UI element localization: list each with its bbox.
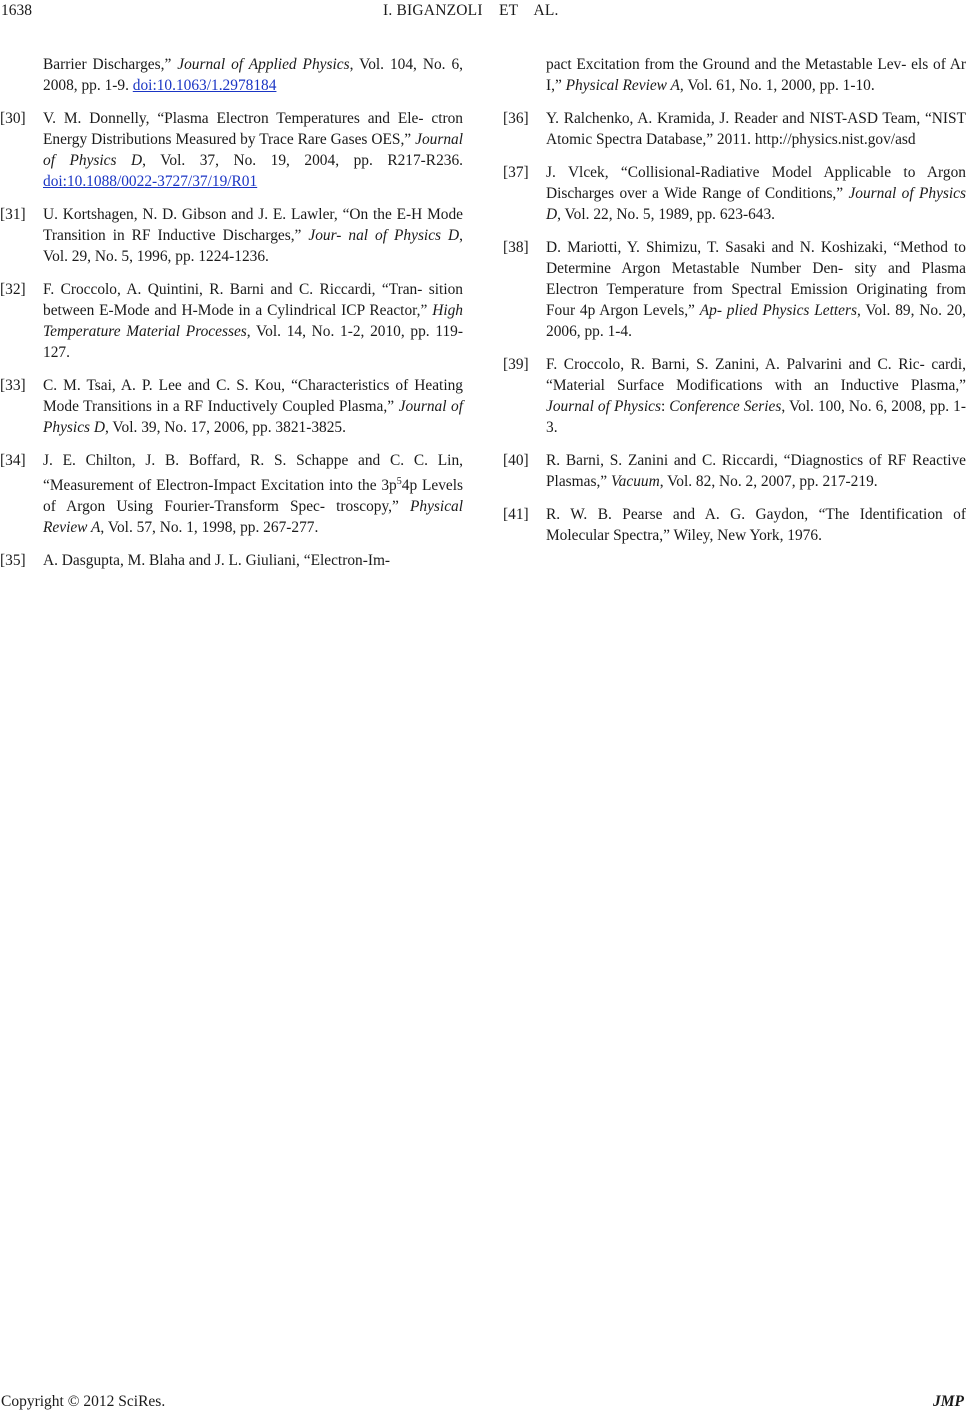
reference-entry — [0, 204, 463, 267]
reference-text: , Vol. 22, No. 5, 1989, pp. 623-643. — [557, 206, 776, 223]
reference-entry — [503, 162, 966, 225]
reference-text: A. Dasgupta, M. Blaha and J. L. Giuliani, “Electron-Im- — [43, 552, 391, 570]
journal-title: Ap- plied Physics Letters — [699, 302, 857, 319]
journal-title: Physical Review A — [43, 498, 463, 537]
reference-text: J. Vlcek, “Collisional-Radiative Model Applicable to Argon Discharges over a Wide Range of Conditions,” — [546, 164, 966, 202]
reference-number: [31] — [0, 206, 26, 223]
journal-title: Jour- nal of Physics D — [308, 227, 460, 244]
reference-entry — [503, 237, 966, 342]
reference-text: Y. Ralchenko, A. Kramida, J. Reader and NIST-ASD Team, “NIST Atomic Spectra Database,” 2011. http://physics.nist.gov/asd — [546, 110, 966, 148]
journal-title: Conference Series — [669, 398, 782, 415]
reference-entry — [503, 450, 966, 492]
reference-text: , Vol. 57, No. 1, 1998, pp. 267-277. — [100, 519, 319, 537]
reference-text: , Vol. 29, No. 5, 1996, pp. 1224-1236. — [43, 227, 463, 265]
reference-entry — [503, 108, 966, 150]
reference-text: , Vol. 82, No. 2, 2007, pp. 217-219. — [659, 473, 878, 490]
reference-number: [38] — [503, 239, 529, 256]
copyright-notice: Copyright © 2012 SciRes. — [1, 1393, 166, 1410]
page-header — [0, 0, 968, 26]
journal-title: High Temperature Material Processes — [43, 302, 463, 340]
doi-link[interactable]: doi:10.1063/1.2978184 — [132, 77, 277, 94]
reference-text: 4p Levels of Argon Using Fourier-Transform Spec- troscopy,” — [43, 477, 464, 516]
reference-text: , Vol. 104, No. 6, 2008, pp. 1-9. — [43, 56, 464, 94]
reference-entry — [0, 450, 463, 538]
reference-entry — [0, 375, 463, 438]
reference-text: , Vol. 39, No. 17, 2006, pp. 3821-3825. — [104, 419, 346, 436]
reference-number: [40] — [503, 452, 529, 469]
journal-title: Journal of Physics — [546, 398, 661, 415]
reference-text: D. Mariotti, Y. Shimizu, T. Sasaki and N. Koshizaki, “Method to Determine Argon Metastable Number Den- sity and Plasma Electron Temperature from Spectral Emission Originating from Four 4p Argon Levels,” — [546, 239, 966, 319]
journal-title: Physical Review A — [565, 77, 680, 94]
journal-title: Journal of Physics D — [43, 131, 463, 169]
reference-text: F. Croccolo, A. Quintini, R. Barni and C. Riccardi, “Tran- sition between E-Mode and H-Mode in a Cylindrical ICP Reactor,” — [43, 281, 463, 319]
reference-text: pact Excitation from the Ground and the Metastable Lev- els of Ar I,” — [546, 56, 966, 94]
superscript: 5 — [396, 476, 402, 487]
reference-number: [30] — [0, 110, 26, 127]
journal-title: Journal of Applied Physics — [177, 56, 350, 73]
reference-text: J. E. Chilton, J. B. Boffard, R. S. Schappe and C. C. Lin, “Measurement of Electron-Impact Excitation into the 3p — [43, 452, 463, 495]
left-column-references — [0, 54, 463, 583]
journal-title: Vacuum — [610, 473, 660, 490]
reference-text: , Vol. 61, No. 1, 2000, pp. 1-10. — [679, 77, 875, 94]
reference-text: C. M. Tsai, A. P. Lee and C. S. Kou, “Characteristics of Heating Mode Transitions in a RF Inductively Coupled Plasma,” — [43, 377, 463, 415]
reference-entry — [0, 108, 463, 192]
page-number: 1638 — [1, 2, 32, 19]
reference-number: [36] — [503, 110, 529, 127]
reference-text: : — [660, 398, 670, 415]
reference-number: [41] — [503, 506, 529, 523]
reference-number: [34] — [0, 452, 26, 469]
doi-link[interactable]: doi:10.1088/0022-3727/37/19/R01 — [43, 173, 258, 190]
reference-text: , Vol. 37, No. 19, 2004, pp. R217-R236. — [142, 152, 463, 169]
reference-entry — [503, 504, 966, 546]
journal-title: Journal of Physics D — [546, 185, 966, 223]
reference-entry — [503, 354, 966, 438]
reference-text: R. W. B. Pearse and A. G. Gaydon, “The Identification of Molecular Spectra,” Wiley, New York, 1976. — [546, 506, 966, 544]
reference-entry — [503, 54, 966, 96]
running-head: I. BIGANZOLI ET AL. — [383, 2, 559, 19]
reference-number: [33] — [0, 377, 26, 394]
reference-text: , Vol. 14, No. 1-2, 2010, pp. 119-127. — [43, 323, 464, 361]
page-footer — [0, 1390, 968, 1412]
reference-entry — [0, 54, 463, 96]
reference-text: Barrier Discharges,” — [43, 56, 178, 73]
journal-abbreviation: JMP — [933, 1393, 964, 1410]
reference-text: , Vol. 100, No. 6, 2008, pp. 1-3. — [546, 398, 966, 436]
reference-text: , Vol. 89, No. 20, 2006, pp. 1-4. — [546, 302, 966, 340]
right-column-references — [503, 54, 966, 558]
reference-number: [35] — [0, 552, 26, 570]
reference-number: [32] — [0, 281, 26, 298]
reference-text: F. Croccolo, R. Barni, S. Zanini, A. Palvarini and C. Ric- cardi, “Material Surface Modifications with an Inductive Plasma,” — [546, 356, 966, 394]
reference-entry — [0, 279, 463, 363]
reference-text: V. M. Donnelly, “Plasma Electron Temperatures and Ele- ctron Energy Distributions Measured by Trace Rare Gases OES,” — [43, 110, 463, 148]
journal-title: Journal of Physics D — [43, 398, 463, 436]
reference-text: R. Barni, S. Zanini and C. Riccardi, “Diagnostics of RF Reactive Plasmas,” — [546, 452, 966, 490]
reference-number: [37] — [503, 164, 529, 181]
reference-text: U. Kortshagen, N. D. Gibson and J. E. Lawler, “On the E-H Mode Transition in RF Inductive Discharges,” — [43, 206, 463, 244]
reference-number: [39] — [503, 356, 529, 373]
reference-entry — [0, 550, 463, 571]
